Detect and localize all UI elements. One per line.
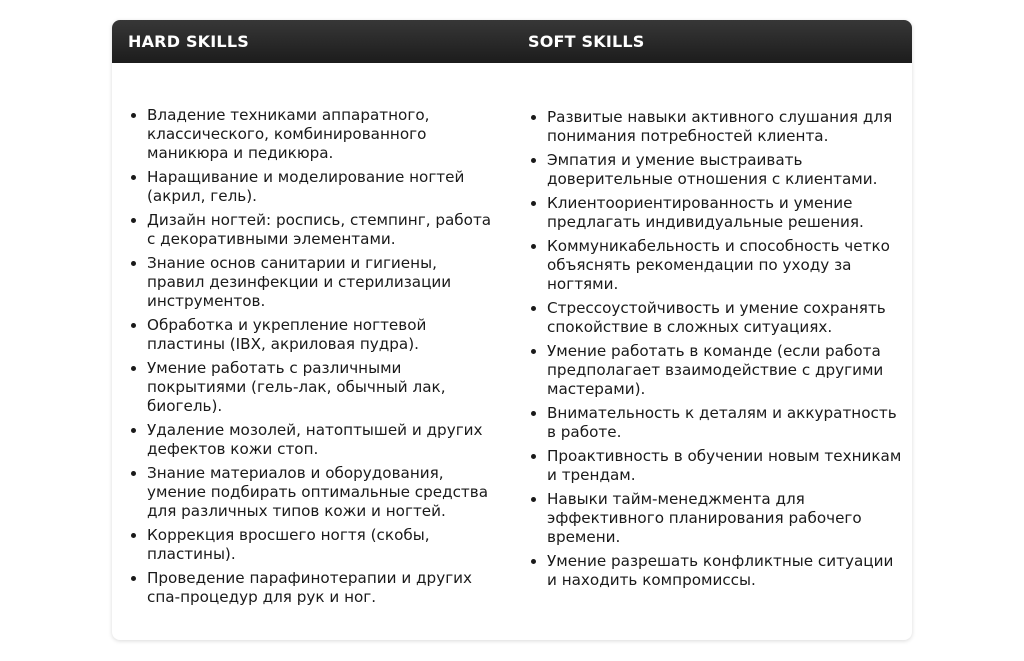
soft-skills-column	[512, 63, 912, 640]
list-item: • Удаление мозолей, натоптышей и других дефектов кожи стоп.	[147, 421, 496, 459]
table-header	[112, 20, 912, 63]
list-item: • Знание основ санитарии и гигиены, правил дезинфекции и стерилизации инструментов.	[147, 254, 496, 311]
skills-table	[112, 20, 912, 640]
list-item: • Знание материалов и оборудования, умение подбирать оптимальные средства для различных типов кожи и ногтей.	[147, 464, 496, 521]
list-item: • Проактивность в обучении новым техникам и трендам.	[547, 447, 902, 485]
list-item: • Умение разрешать конфликтные ситуации и находить компромиссы.	[547, 552, 902, 590]
hard-skills-column	[112, 63, 512, 640]
list-item: • Коррекция вросшего ногтя (скобы, пластины).	[147, 526, 496, 564]
list-item: • Навыки тайм-менеджмента для эффективного планирования рабочего времени.	[547, 490, 902, 547]
list-item: • Владение техниками аппаратного, классического, комбинированного маникюра и педикюра.	[147, 106, 496, 163]
hard-skills-title: HARD SKILLS	[128, 32, 249, 51]
list-item: • Умение работать с различными покрытиями (гель-лак, обычный лак, биогель).	[147, 359, 496, 416]
list-item: • Эмпатия и умение выстраивать доверительные отношения с клиентами.	[547, 151, 902, 189]
hard-skills-list	[128, 106, 496, 607]
list-item: • Проведение парафинотерапии и других спа-процедур для рук и ног.	[147, 569, 496, 607]
soft-skills-list	[528, 108, 902, 590]
list-item: • Развитые навыки активного слушания для понимания потребностей клиента.	[547, 108, 902, 146]
list-item: • Внимательность к деталям и аккуратность в работе.	[547, 404, 902, 442]
list-item: • Умение работать в команде (если работа предполагает взаимодействие с другими мастерами).	[547, 342, 902, 399]
list-item: • Клиентоориентированность и умение предлагать индивидуальные решения.	[547, 194, 902, 232]
table-body	[112, 63, 912, 640]
list-item: • Стрессоустойчивость и умение сохранять спокойствие в сложных ситуациях.	[547, 299, 902, 337]
list-item: • Наращивание и моделирование ногтей (акрил, гель).	[147, 168, 496, 206]
list-item: • Обработка и укрепление ногтевой пластины (IBX, акриловая пудра).	[147, 316, 496, 354]
list-item: • Дизайн ногтей: роспись, стемпинг, работа с декоративными элементами.	[147, 211, 496, 249]
list-item: • Коммуникабельность и способность четко объяснять рекомендации по уходу за ногтями.	[547, 237, 902, 294]
soft-skills-title: SOFT SKILLS	[528, 32, 645, 51]
